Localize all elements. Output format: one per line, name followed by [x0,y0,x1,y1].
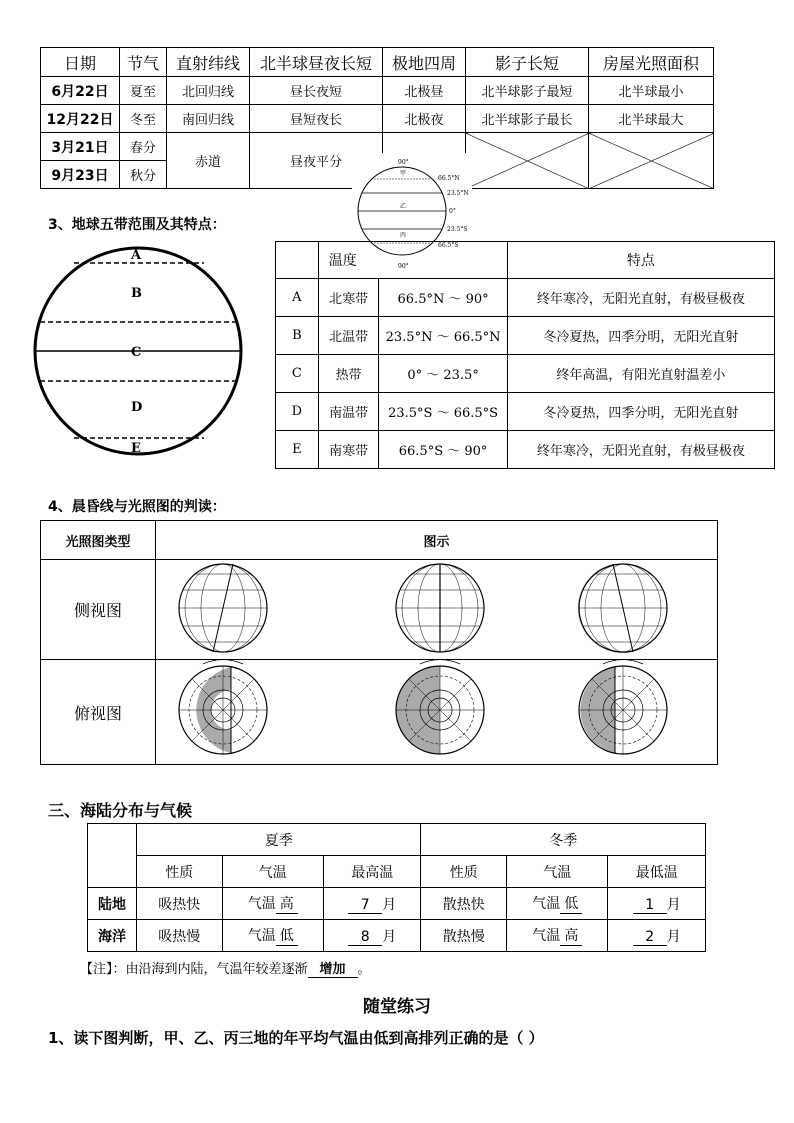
cell [507,888,608,920]
label-665n: 66.5°N [438,175,460,182]
header-type: 光照图类型 [41,521,156,560]
header-polar: 极地四周 [383,48,466,77]
cell [324,920,421,952]
header-date: 日期 [41,48,120,77]
cell [608,888,706,920]
cell: 66.5°N ～ 90° [379,279,507,317]
note-suffix: 。 [357,962,371,977]
cell: 夏至 [120,77,167,105]
cell: 9月23日 [41,161,120,189]
table-row [41,560,718,660]
cell [222,920,323,952]
label-235s: 23.5°S [447,226,468,233]
illumination-table [40,520,718,765]
cell: 北半球影子最短 [466,77,589,105]
sub-header: 性质 [137,856,223,888]
note-answer: 增加 [308,958,358,978]
answer: 高 [560,925,582,946]
cell: 北温带 [318,317,379,355]
unit: 月 [666,896,681,913]
cell-prefix: 气温 [532,928,561,944]
header-house: 房屋光照面积 [589,48,714,77]
header-feature: 特点 [507,242,774,279]
label-yi: 乙 [400,203,407,210]
table-row [41,660,718,765]
cell [222,888,323,920]
header-summer: 夏季 [137,824,421,856]
zone-label-b: B [131,286,142,301]
zone-label-a: A [131,248,142,263]
table-row [88,888,706,920]
label-90n: 90° [398,159,409,166]
practice-title: 随堂练习 [363,997,431,1017]
cell: E [276,431,319,469]
sub-header: 气温 [222,856,323,888]
cell: 昼短夜长 [250,105,383,133]
note-prefix: 【注】：由沿海到内陆，气温年较差逐渐 [80,962,308,977]
cell-crossed [589,133,714,189]
cell: B [276,317,319,355]
header-figure: 图示 [156,521,718,560]
section-3-title: 3、地球五带范围及其特点： [48,217,226,233]
label-90s: 90° [398,263,409,270]
label-jia: 甲 [400,170,407,177]
question-1: 1、读下图判断，甲、乙、丙三地的年平均气温由低到高排列正确的是（ ） [48,1029,544,1047]
cell-crossed [466,133,589,189]
table-row [276,355,775,393]
zone-label-e: E [131,441,141,456]
side-view-globes [157,560,717,655]
table-row [276,279,775,317]
answer: 低 [560,893,582,914]
sub-header: 最低温 [608,856,706,888]
cell: 6月22日 [41,77,120,105]
cell: 北半球影子最长 [466,105,589,133]
cell-prefix: 气温 [247,928,276,944]
cell: C [276,355,319,393]
five-zones-diagram [28,245,248,460]
cell: 北极夜 [383,105,466,133]
section-5-title: 三、海陆分布与气候 [48,801,193,820]
cell [324,888,421,920]
row-label-top: 俯视图 [41,660,156,765]
cell: 北半球最大 [589,105,714,133]
sub-header: 性质 [421,856,507,888]
side-view-figures [156,560,718,660]
header-winter: 冬季 [421,824,706,856]
cell: 终年高温，有阳光直射温差小 [507,355,774,393]
cell: 3月21日 [41,133,120,161]
cell: 北寒带 [318,279,379,317]
row-label-land: 陆地 [88,888,137,920]
cell: 南温带 [318,393,379,431]
cell [608,920,706,952]
cell: 23.5°N ～ 66.5°N [379,317,507,355]
cell: D [276,393,319,431]
cell: 冬冷夏热，四季分明，无阳光直射 [507,317,774,355]
row-label-side: 侧视图 [41,560,156,660]
table-row [276,393,775,431]
cell: 赤道 [167,133,250,189]
table-row [41,77,714,105]
zone-label-d: D [131,400,143,415]
five-zones-table [275,241,775,469]
cell: 昼长夜短 [250,77,383,105]
cell: 吸热快 [137,888,223,920]
cell: 春分 [120,133,167,161]
label-665s: 66.5°S [438,242,459,249]
header-temp: 温度 [318,242,507,279]
sub-header: 最高温 [324,856,421,888]
cell: 秋分 [120,161,167,189]
zone-label-c: C [131,345,142,360]
answer: 低 [276,925,298,946]
cell-prefix: 气温 [532,896,561,912]
answer: 7 [348,897,382,914]
cell-prefix: 气温 [247,896,276,912]
header-shadow: 影子长短 [466,48,589,77]
table-row [41,105,714,133]
cell: 12月22日 [41,105,120,133]
label-bing: 丙 [400,232,407,239]
cell: 热带 [318,355,379,393]
cell: 终年寒冷，无阳光直射，有极昼极夜 [507,431,774,469]
note [80,958,371,978]
cell [507,920,608,952]
cell: 0° ～ 23.5° [379,355,507,393]
cell: 冬至 [120,105,167,133]
cell: 北回归线 [167,77,250,105]
cell: 北半球最小 [589,77,714,105]
table-row [88,920,706,952]
header-empty [276,242,319,279]
answer: 1 [633,897,667,914]
cell: 南寒带 [318,431,379,469]
cell: 昼夜平分 [250,133,383,189]
label-0: 0° [449,208,456,215]
cell: 冬冷夏热，四季分明，无阳光直射 [507,393,774,431]
top-view-figures [156,660,718,765]
label-235n: 23.5°N [447,190,469,197]
cell: 吸热慢 [137,920,223,952]
cell: 终年寒冷，无阳光直射，有极昼极夜 [507,279,774,317]
cell: 北极昼 [383,77,466,105]
answer: 2 [633,929,667,946]
section-4-title: 4、晨昏线与光照图的判读： [48,499,226,515]
unit: 月 [666,928,681,945]
unit: 月 [382,896,397,913]
cell: 散热快 [421,888,507,920]
corner-empty [88,824,137,888]
answer: 高 [276,893,298,914]
answer: 8 [348,929,382,946]
table-row [276,317,775,355]
cell: 66.5°S ～ 90° [379,431,507,469]
cell: 23.5°S ～ 66.5°S [379,393,507,431]
cell: 南回归线 [167,105,250,133]
land-sea-table [87,823,706,952]
unit: 月 [382,928,397,945]
cell: 散热慢 [421,920,507,952]
top-view-globes [157,660,717,760]
table-row [276,431,775,469]
header-latitude: 直射纬线 [167,48,250,77]
header-term: 节气 [120,48,167,77]
header-daylength: 北半球昼夜长短 [250,48,383,77]
cell: A [276,279,319,317]
row-label-sea: 海洋 [88,920,137,952]
sub-header: 气温 [507,856,608,888]
